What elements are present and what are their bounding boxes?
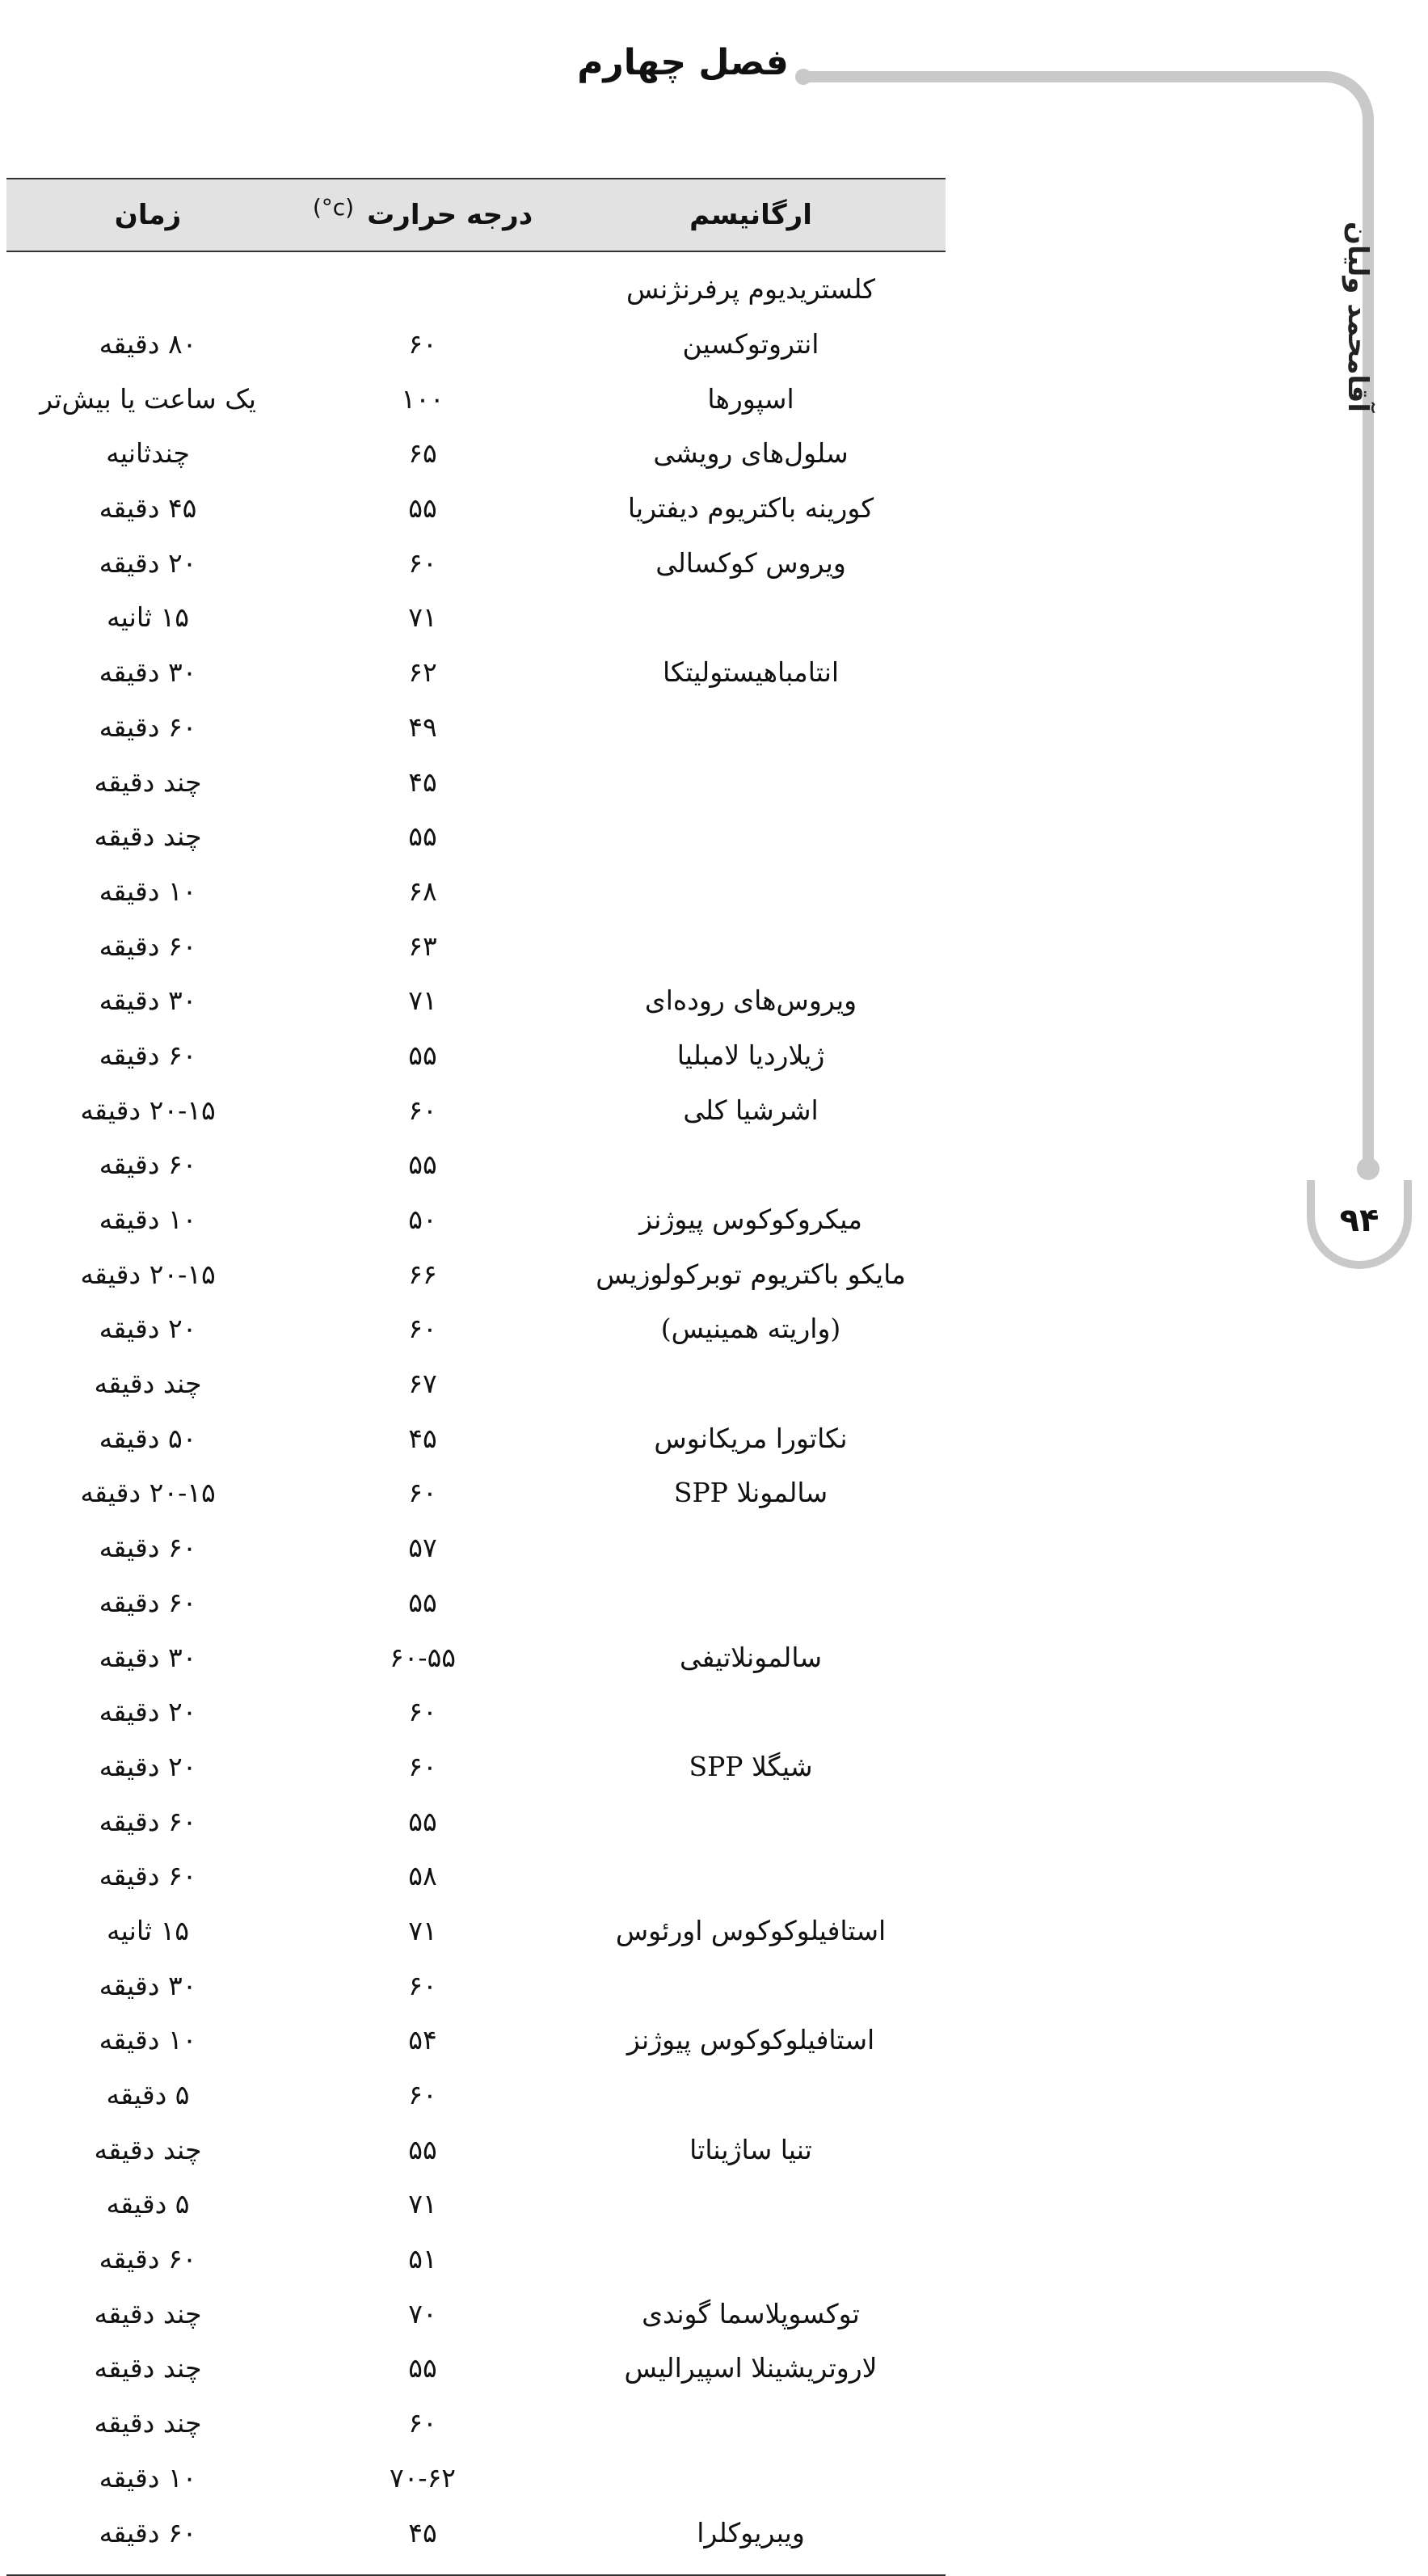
table-row: [6, 2068, 946, 2123]
cell-time: ۶۰ دقیقه: [99, 1860, 197, 1892]
cell-organism: [556, 2068, 946, 2123]
cell-temperature: ۷۱: [408, 984, 437, 1017]
cell-temperature: ۷۱: [408, 2188, 437, 2220]
cell-time: ۱۰ دقیقه: [99, 2461, 197, 2494]
cell-time: چند دقیقه: [94, 2133, 202, 2165]
cell-organism: مایکو باکتریوم توبرکولوزیس: [596, 1258, 906, 1290]
header-rule: [804, 71, 1329, 82]
table-row: [6, 1028, 946, 1083]
cell-temperature: ۵۵: [408, 820, 437, 853]
cell-temperature: ۶۰: [408, 1477, 437, 1509]
cell-temperature: ۶۷: [408, 1368, 437, 1400]
cell-time: ۱۵ ثانیه: [106, 1914, 190, 1946]
table-row: [6, 1739, 946, 1794]
cell-time: ۲۰ دقیقه: [99, 546, 197, 579]
cell-organism: [556, 1137, 946, 1192]
cell-organism: انتروتوکسین: [682, 328, 819, 360]
cell-temperature: ۶۳: [408, 930, 437, 962]
side-author-label: آقامحمد ولیان: [1342, 221, 1374, 412]
cell-organism: [556, 2451, 946, 2506]
table-row: [6, 590, 946, 645]
cell-temperature: ۶۰: [408, 546, 437, 579]
cell-temperature: ۶۲: [408, 656, 437, 689]
table-row: [6, 1575, 946, 1630]
cell-time: ۵ دقیقه: [106, 2188, 190, 2220]
cell-time: ۶۰ دقیقه: [99, 1532, 197, 1564]
table-row: [6, 2286, 946, 2341]
table-row: [6, 1246, 946, 1301]
cell-time: ۳۰ دقیقه: [99, 984, 197, 1017]
cell-organism: ویروس‌های روده‌ای: [644, 984, 857, 1017]
table-row: [6, 426, 946, 481]
table-row: [6, 1410, 946, 1465]
table-body: [6, 252, 946, 2574]
cell-organism: نکاتورا مریکانوس: [654, 1422, 848, 1454]
table-row: [6, 2341, 946, 2396]
cell-time: ۲۰ دقیقه: [99, 1696, 197, 1728]
column-header-time: [6, 179, 289, 251]
table-row: [6, 1137, 946, 1192]
cell-temperature: ۵۵: [408, 2133, 437, 2165]
cell-temperature: ۶۰: [408, 1094, 437, 1126]
cell-organism: ویبریوکلرا: [697, 2516, 805, 2549]
cell-temperature: [289, 262, 556, 317]
table-row: [6, 754, 946, 809]
table-row: [6, 2451, 946, 2506]
table-row: [6, 918, 946, 973]
cell-temperature: ۵۰: [408, 1204, 437, 1236]
cell-temperature: ۵۱: [408, 2243, 437, 2275]
cell-time: چند دقیقه: [94, 765, 202, 798]
cell-time: ۱۵ ثانیه: [106, 601, 190, 634]
cell-time: چندثانیه: [106, 437, 190, 470]
cell-time: ۲۰-۱۵ دقیقه: [80, 1477, 216, 1509]
cell-temperature: ۷۰: [408, 2297, 437, 2329]
table-row: [6, 535, 946, 590]
page-number: ۹۴: [1307, 1180, 1412, 1269]
table-row: [6, 371, 946, 426]
cell-organism: شیگلا SPP: [689, 1750, 813, 1782]
cell-time: ۳۰ دقیقه: [99, 1969, 197, 2001]
cell-temperature: ۴۵: [408, 1422, 437, 1454]
table-row: [6, 1684, 946, 1739]
cell-organism: کورینه باکتریوم دیفتریا: [627, 492, 874, 525]
cell-time: [6, 262, 289, 317]
cell-time: چند دقیقه: [94, 2297, 202, 2329]
cell-temperature: ۶۸: [408, 875, 437, 907]
table-row: [6, 864, 946, 919]
table-header: [6, 179, 946, 252]
cell-organism: [556, 700, 946, 755]
chapter-title: فصل چهارم: [577, 42, 789, 83]
cell-time: چند دقیقه: [94, 1368, 202, 1400]
cell-temperature: ۵۸: [408, 1860, 437, 1892]
cell-organism: سالمونلا SPP: [673, 1477, 828, 1509]
cell-time: ۶۰ دقیقه: [99, 2243, 197, 2275]
cell-organism: [556, 1684, 946, 1739]
table-row: [6, 973, 946, 1028]
cell-time: ۶۰ دقیقه: [99, 1039, 197, 1071]
cell-temperature: ۶۰: [408, 2407, 437, 2439]
cell-time: ۶۰ دقیقه: [99, 1586, 197, 1618]
cell-organism: [556, 1356, 946, 1411]
cell-temperature: ۵۵: [408, 1149, 437, 1181]
cell-organism: [556, 1958, 946, 2013]
cell-temperature: ۵۵: [408, 492, 437, 525]
cell-organism: میکروکوکوس پیوژنز: [639, 1204, 862, 1236]
cell-time: ۳۰ دقیقه: [99, 1641, 197, 1673]
table-row: [6, 700, 946, 755]
cell-temperature: ۴۹: [408, 710, 437, 743]
table-row: [6, 2122, 946, 2177]
column-header-time-label: زمان: [114, 199, 182, 231]
cell-temperature: ۵۴: [408, 2024, 437, 2056]
cell-organism: [556, 1849, 946, 1904]
cell-organism: [556, 864, 946, 919]
cell-organism: ویروس کوکسالی: [655, 546, 846, 579]
cell-organism: [556, 1575, 946, 1630]
table-row: [6, 2232, 946, 2287]
cell-temperature: ۷۰-۶۲: [389, 2461, 457, 2494]
table-row: [6, 2177, 946, 2232]
header-rule-dot: [795, 69, 811, 85]
cell-organism: [556, 809, 946, 864]
table-row: [6, 317, 946, 372]
cell-time: چند دقیقه: [94, 820, 202, 853]
table-row: [6, 1465, 946, 1520]
column-header-temperature-unit: (°c): [312, 193, 355, 221]
cell-organism: [556, 754, 946, 809]
table-row: [6, 2505, 946, 2560]
table-row: [6, 809, 946, 864]
cell-organism: [556, 1520, 946, 1575]
table-row: [6, 1520, 946, 1575]
table-row: [6, 1301, 946, 1356]
column-header-temperature-label: درجه حرارت: [367, 199, 533, 231]
table-row: [6, 1794, 946, 1849]
cell-temperature: ۵۵: [408, 1586, 437, 1618]
cell-time: چند دقیقه: [94, 2407, 202, 2439]
cell-organism: اشرشیا کلی: [683, 1094, 819, 1126]
cell-time: ۱۰ دقیقه: [99, 2024, 197, 2056]
cell-time: ۶۰ دقیقه: [99, 2516, 197, 2549]
cell-time: ۶۰ دقیقه: [99, 710, 197, 743]
cell-organism: توکسوپلاسما گوندی: [642, 2297, 860, 2329]
cell-temperature: ۶۰-۵۵: [389, 1641, 457, 1673]
table-row: [6, 1849, 946, 1904]
cell-temperature: ۶۰: [408, 2079, 437, 2111]
cell-time: ۵ دقیقه: [106, 2079, 190, 2111]
cell-organism: [556, 590, 946, 645]
cell-time: ۶۰ دقیقه: [99, 1149, 197, 1181]
cell-temperature: ۶۰: [408, 1750, 437, 1782]
cell-organism: تنیا ساژیناتا: [689, 2133, 812, 2165]
cell-time: ۱۰ دقیقه: [99, 875, 197, 907]
cell-time: ۶۰ دقیقه: [99, 1805, 197, 1837]
cell-organism: [556, 2396, 946, 2451]
table-row: [6, 1958, 946, 2013]
cell-temperature: ۶۰: [408, 1313, 437, 1345]
column-header-temperature: [289, 179, 556, 251]
cell-time: ۲۰-۱۵ دقیقه: [80, 1258, 216, 1290]
cell-temperature: ۴۵: [408, 765, 437, 798]
cell-temperature: ۵۵: [408, 1805, 437, 1837]
cell-temperature: ۶۶: [408, 1258, 437, 1290]
cell-temperature: ۴۵: [408, 2516, 437, 2549]
table-row: [6, 1356, 946, 1411]
cell-organism: سلول‌های رویشی: [653, 437, 849, 470]
cell-organism: [556, 2177, 946, 2232]
table-row: [6, 1629, 946, 1684]
cell-organism: [556, 2232, 946, 2287]
table-row: [6, 645, 946, 700]
cell-time: ۲۰ دقیقه: [99, 1750, 197, 1782]
cell-temperature: ۷۱: [408, 601, 437, 634]
column-header-organism: [556, 179, 946, 251]
cell-time: ۶۰ دقیقه: [99, 930, 197, 962]
cell-organism: انتامباهیستولیتکا: [662, 656, 840, 689]
cell-time: ۸۰ دقیقه: [99, 328, 197, 360]
cell-organism: لاروتریشینلا اسپیرالیس: [624, 2352, 878, 2384]
cell-organism: سالمونلاتیفی: [679, 1641, 823, 1673]
table-row: [6, 2396, 946, 2451]
cell-organism: اسپورها: [707, 382, 794, 415]
cell-time: چند دقیقه: [94, 2352, 202, 2384]
column-header-organism-label: ارگانیسم: [689, 199, 812, 231]
cell-temperature: ۶۰: [408, 328, 437, 360]
cell-time: ۴۵ دقیقه: [99, 492, 197, 525]
cell-time: ۳۰ دقیقه: [99, 656, 197, 689]
cell-organism: استافیلوکوکوس پیوژنز: [626, 2024, 875, 2056]
cell-time: ۲۰ دقیقه: [99, 1313, 197, 1345]
cell-organism: ژیلاردیا لامبلیا: [676, 1039, 825, 1071]
cell-organism: [556, 918, 946, 973]
cell-temperature: ۵۵: [408, 1039, 437, 1071]
cell-temperature: ۷۱: [408, 1914, 437, 1946]
cell-temperature: ۶۰: [408, 1969, 437, 2001]
cell-temperature: ۵۷: [408, 1532, 437, 1564]
cell-time: ۵۰ دقیقه: [99, 1422, 197, 1454]
table-row: [6, 1082, 946, 1137]
cell-organism: (واریته همینیس): [660, 1313, 841, 1345]
cell-organism: استافیلوکوکوس اورئوس: [615, 1914, 887, 1946]
cell-temperature: ۶۰: [408, 1696, 437, 1728]
side-rule-dot: [1357, 1157, 1380, 1180]
cell-temperature: ۶۵: [408, 437, 437, 470]
temperature-table: [6, 178, 946, 2576]
cell-organism: [556, 1794, 946, 1849]
table-row: [6, 2013, 946, 2068]
cell-temperature: ۵۵: [408, 2352, 437, 2384]
table-row: [6, 481, 946, 536]
cell-time: یک ساعت یا بیش‌تر: [40, 382, 256, 415]
cell-temperature: ۱۰۰: [401, 382, 444, 415]
cell-time: ۲۰-۱۵ دقیقه: [80, 1094, 216, 1126]
table-row: [6, 262, 946, 317]
table-row: [6, 1192, 946, 1247]
cell-time: ۱۰ دقیقه: [99, 1204, 197, 1236]
cell-organism: کلستریدیوم پرفرنژنس: [626, 273, 875, 306]
table-row: [6, 1904, 946, 1958]
